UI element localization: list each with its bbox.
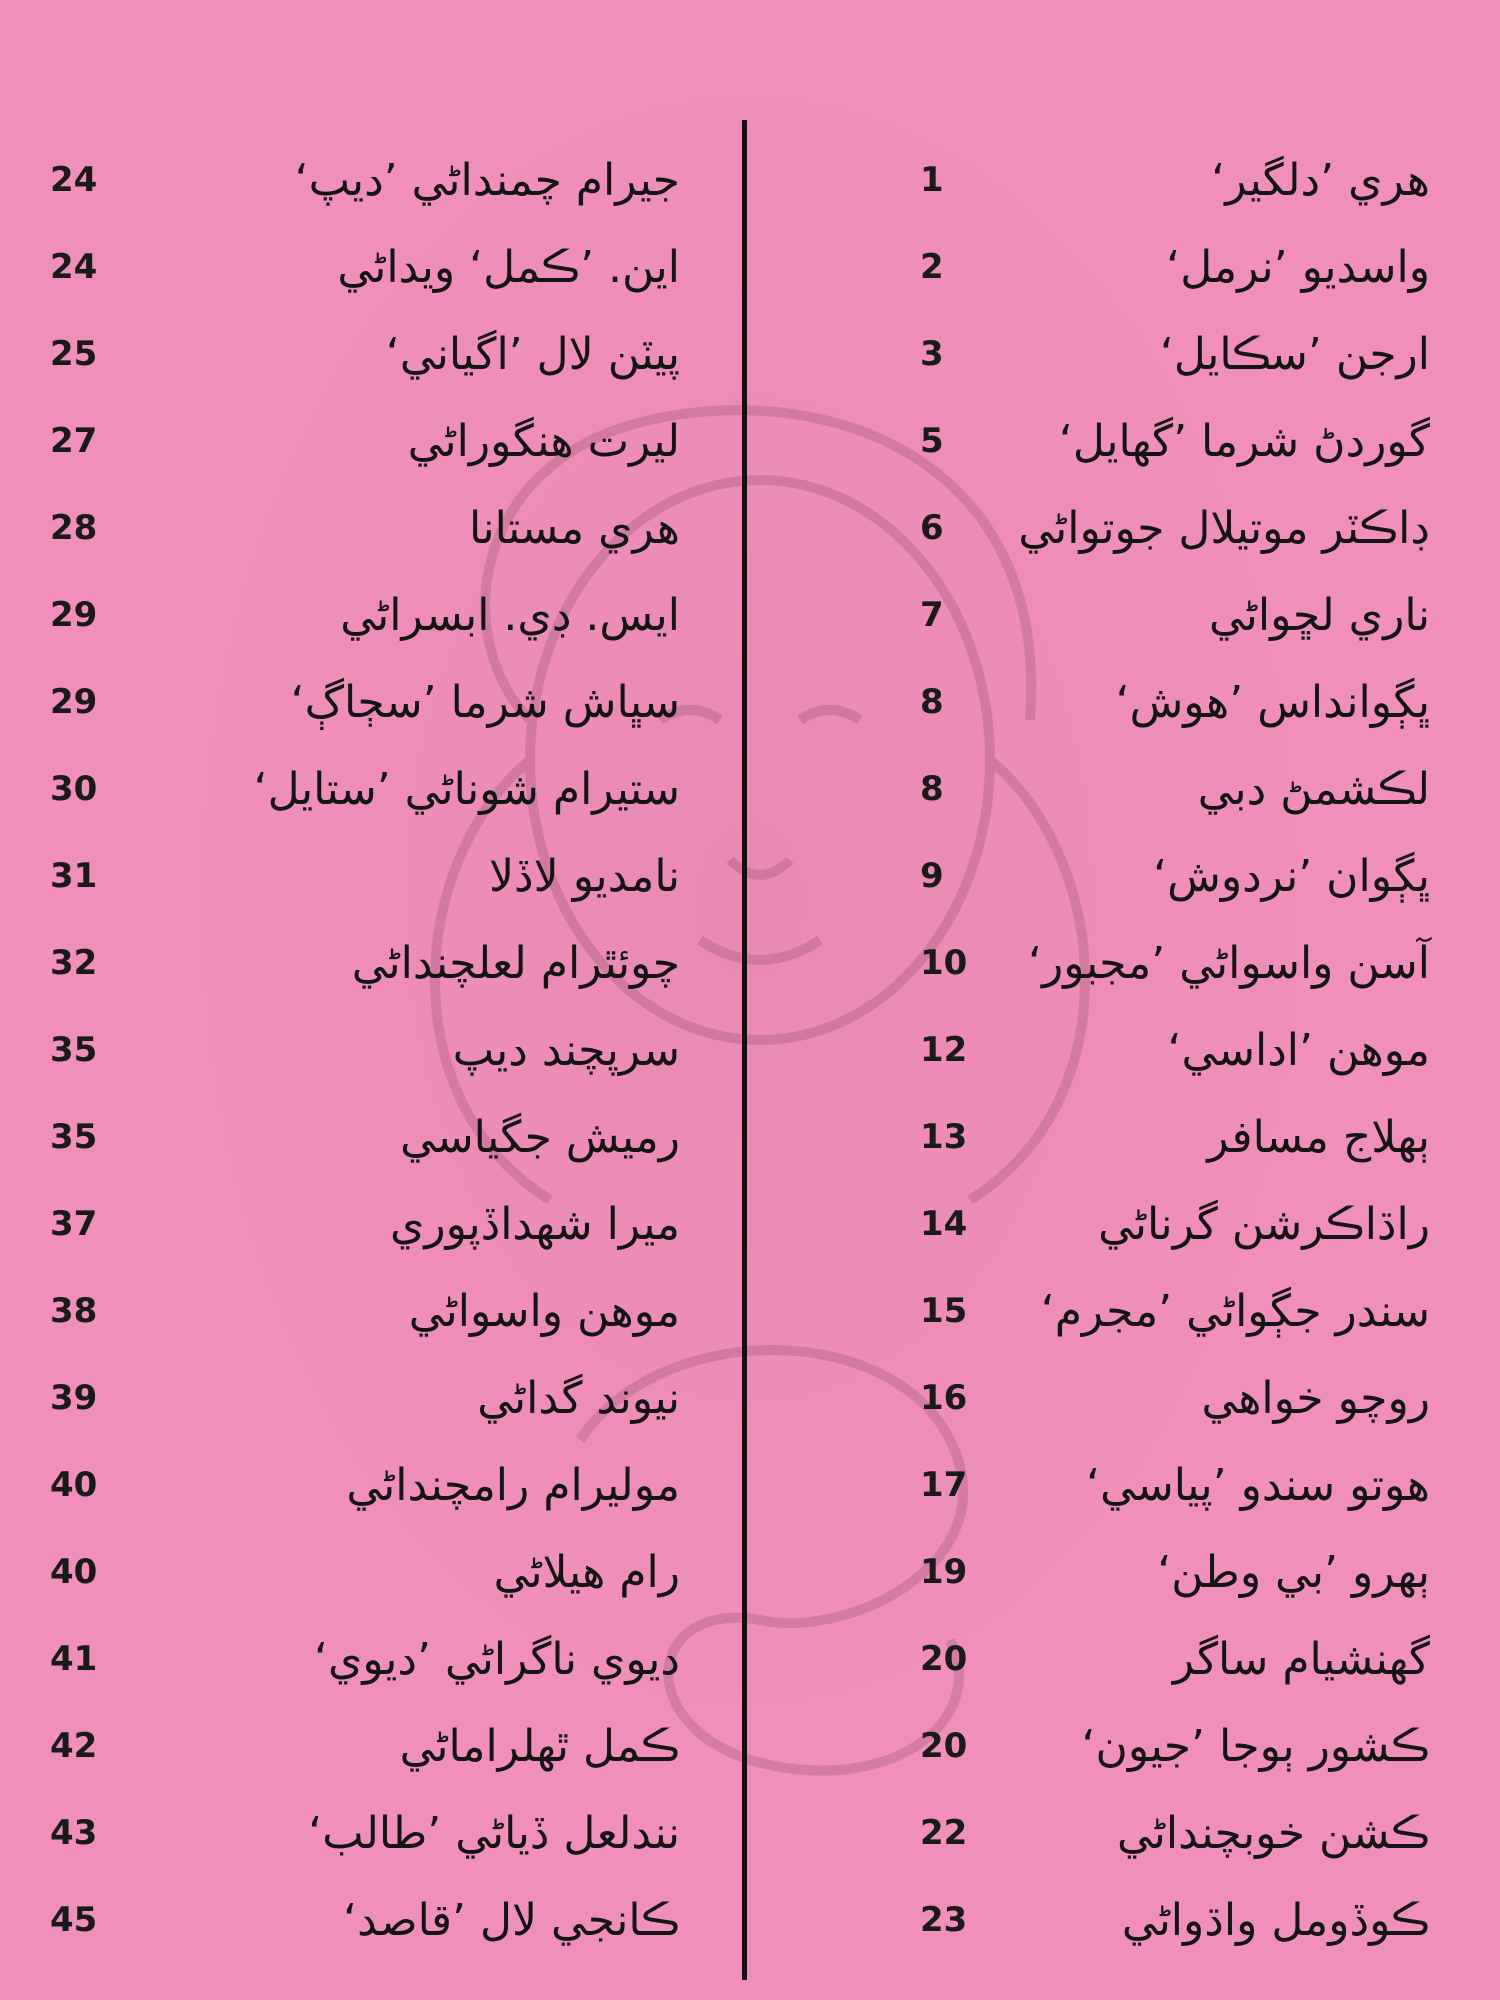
page-number: 40 [50, 1465, 98, 1505]
index-entry [800, 140, 1440, 220]
author-name: ليرت هنگوراڻي [407, 415, 680, 467]
index-entry [800, 1010, 1440, 1090]
author-name: رام هيلاڻي [493, 1546, 680, 1598]
index-entry [800, 1706, 1440, 1786]
author-name: نامديو لاڏلا [488, 850, 680, 902]
index-entry [50, 1445, 690, 1525]
author-name: موليرام رامچنداڻي [346, 1459, 680, 1511]
page-number: 38 [50, 1291, 98, 1331]
author-name: راڌاڪرشن گرناڻي [1098, 1198, 1430, 1250]
author-name: چوئٿرام لعلچنداڻي [351, 937, 680, 989]
index-entry [800, 575, 1440, 655]
index-entry [50, 314, 690, 394]
page-number: 39 [50, 1378, 98, 1418]
index-entry [800, 401, 1440, 481]
page-number: 28 [50, 508, 98, 548]
index-entry [800, 1097, 1440, 1177]
page-number: 19 [920, 1552, 968, 1592]
author-name: گهنشيام ساگر [1172, 1633, 1430, 1685]
page-number: 23 [920, 1900, 968, 1940]
page-number: 9 [920, 856, 944, 896]
page-number: 17 [920, 1465, 968, 1505]
author-name: ايس. ڊي. ابسراڻي [340, 589, 680, 641]
page-number: 1 [920, 160, 944, 200]
index-entry [800, 1184, 1440, 1264]
page-number: 15 [920, 1291, 968, 1331]
page-number: 25 [50, 334, 98, 374]
index-entry [50, 575, 690, 655]
page-number: 29 [50, 595, 98, 635]
author-name: روچو خواهي [1201, 1372, 1430, 1424]
page-number: 42 [50, 1726, 98, 1766]
index-entry [50, 488, 690, 568]
author-name: اين. ’ڪمل‘ ويداڻي [337, 241, 680, 293]
author-name: ڪانجي لال ’قاصد‘ [343, 1894, 680, 1946]
index-entry [50, 662, 690, 742]
index-entry [800, 227, 1440, 307]
index-entry [50, 923, 690, 1003]
page-number: 40 [50, 1552, 98, 1592]
author-name: ڪمل ٿهلراماڻي [399, 1720, 680, 1772]
index-entry [50, 1619, 690, 1699]
author-name: ستيرام شوناڻي ’ستايل‘ [253, 763, 680, 815]
page-number: 35 [50, 1030, 98, 1070]
author-name: رميش جگياسي [400, 1111, 680, 1163]
page-number: 22 [920, 1813, 968, 1853]
author-name: ڪشور ٻوجا ’جيون‘ [1081, 1720, 1430, 1772]
page-number: 5 [920, 421, 944, 461]
page-number: 12 [920, 1030, 968, 1070]
author-name: ديوي ناگراڻي ’ديوي‘ [314, 1633, 680, 1685]
page-number: 10 [920, 943, 968, 983]
page-number: 43 [50, 1813, 98, 1853]
page-number: 29 [50, 682, 98, 722]
author-name: جيرام چمنداڻي ’ديپ‘ [294, 154, 680, 206]
index-entry [50, 1793, 690, 1873]
page-number: 30 [50, 769, 98, 809]
page-number: 14 [920, 1204, 968, 1244]
index-entry [800, 488, 1440, 568]
page-number: 8 [920, 682, 944, 722]
author-name: لڪشمڻ دبي [1197, 763, 1430, 815]
index-entry [50, 1184, 690, 1264]
author-name: ڊاڪٽر موتيلال جوتواڻي [1018, 502, 1430, 554]
author-name: ٻهرو ’بي وطن‘ [1157, 1546, 1430, 1598]
page-number: 20 [920, 1639, 968, 1679]
index-entry [800, 749, 1440, 829]
index-entry [50, 401, 690, 481]
column-divider [742, 120, 747, 1980]
page-number: 41 [50, 1639, 98, 1679]
index-entry [50, 1271, 690, 1351]
index-entry [800, 1358, 1440, 1438]
author-name: واسديو ’نرمل‘ [1166, 241, 1430, 293]
author-name: ڀڳوان ’نردوش‘ [1153, 850, 1430, 902]
index-entry [50, 227, 690, 307]
index-entry [800, 836, 1440, 916]
author-name: ارجن ’سڪايل‘ [1159, 328, 1430, 380]
index-entry [50, 140, 690, 220]
author-name: نيوند گداڻي [477, 1372, 680, 1424]
index-entry [50, 1880, 690, 1960]
page-number: 8 [920, 769, 944, 809]
author-name: ڀڳوانداس ’هوش‘ [1115, 676, 1430, 728]
page-number: 24 [50, 160, 98, 200]
index-entry [800, 1880, 1440, 1960]
author-name: ميرا شهداڏپوري [389, 1198, 680, 1250]
author-name: موهن واسواڻي [408, 1285, 680, 1337]
author-name: هري ’دلگير‘ [1211, 154, 1430, 206]
page-number: 27 [50, 421, 98, 461]
page-number: 35 [50, 1117, 98, 1157]
author-name: ڪشن خوبچنداڻي [1116, 1807, 1430, 1859]
author-name: پيٽن لال ’اگياني‘ [385, 328, 680, 380]
page-number: 24 [50, 247, 98, 287]
page-number: 7 [920, 595, 944, 635]
author-name: سندر جڳواڻي ’مجرم‘ [1040, 1285, 1430, 1337]
page-number: 3 [920, 334, 944, 374]
index-column-left [50, 140, 690, 1960]
index-entry [800, 314, 1440, 394]
page-number: 2 [920, 247, 944, 287]
page-number: 16 [920, 1378, 968, 1418]
index-entry [50, 1097, 690, 1177]
page-number: 45 [50, 1900, 98, 1940]
index-entry [50, 1706, 690, 1786]
index-entry [50, 1532, 690, 1612]
author-name: هوتو سندو ’پياسي‘ [1086, 1459, 1430, 1511]
index-entry [800, 923, 1440, 1003]
index-entry [50, 749, 690, 829]
author-name: ٻهلاج مسافر [1207, 1111, 1430, 1163]
page-number: 20 [920, 1726, 968, 1766]
page-number: 31 [50, 856, 98, 896]
index-entry [800, 1793, 1440, 1873]
page-number: 6 [920, 508, 944, 548]
author-name: ناري لڇواڻي [1208, 589, 1430, 641]
index-entry [800, 1619, 1440, 1699]
author-name: گوردڻ شرما ’گهايل‘ [1058, 415, 1430, 467]
author-name: ڪوڏومل واڌواڻي [1121, 1894, 1430, 1946]
index-entry [50, 1358, 690, 1438]
index-entry [50, 1010, 690, 1090]
index-entry [800, 1271, 1440, 1351]
index-entry [800, 662, 1440, 742]
index-entry [800, 1445, 1440, 1525]
page-number: 32 [50, 943, 98, 983]
author-name: آسن واسواڻي ’مجبور‘ [1028, 937, 1430, 989]
page-number: 37 [50, 1204, 98, 1244]
author-name: سڀاش شرما ’سڄاڳ‘ [290, 676, 680, 728]
index-entry [50, 836, 690, 916]
index-entry [800, 1532, 1440, 1612]
index-column-right [800, 140, 1440, 1960]
author-name: موهن ’اداسي‘ [1167, 1024, 1430, 1076]
author-name: هري مستانا [468, 502, 680, 554]
author-name: سرپچند ديپ [452, 1024, 680, 1076]
author-name: نندلعل ڏياڻي ’طالب‘ [308, 1807, 680, 1859]
page-number: 13 [920, 1117, 968, 1157]
